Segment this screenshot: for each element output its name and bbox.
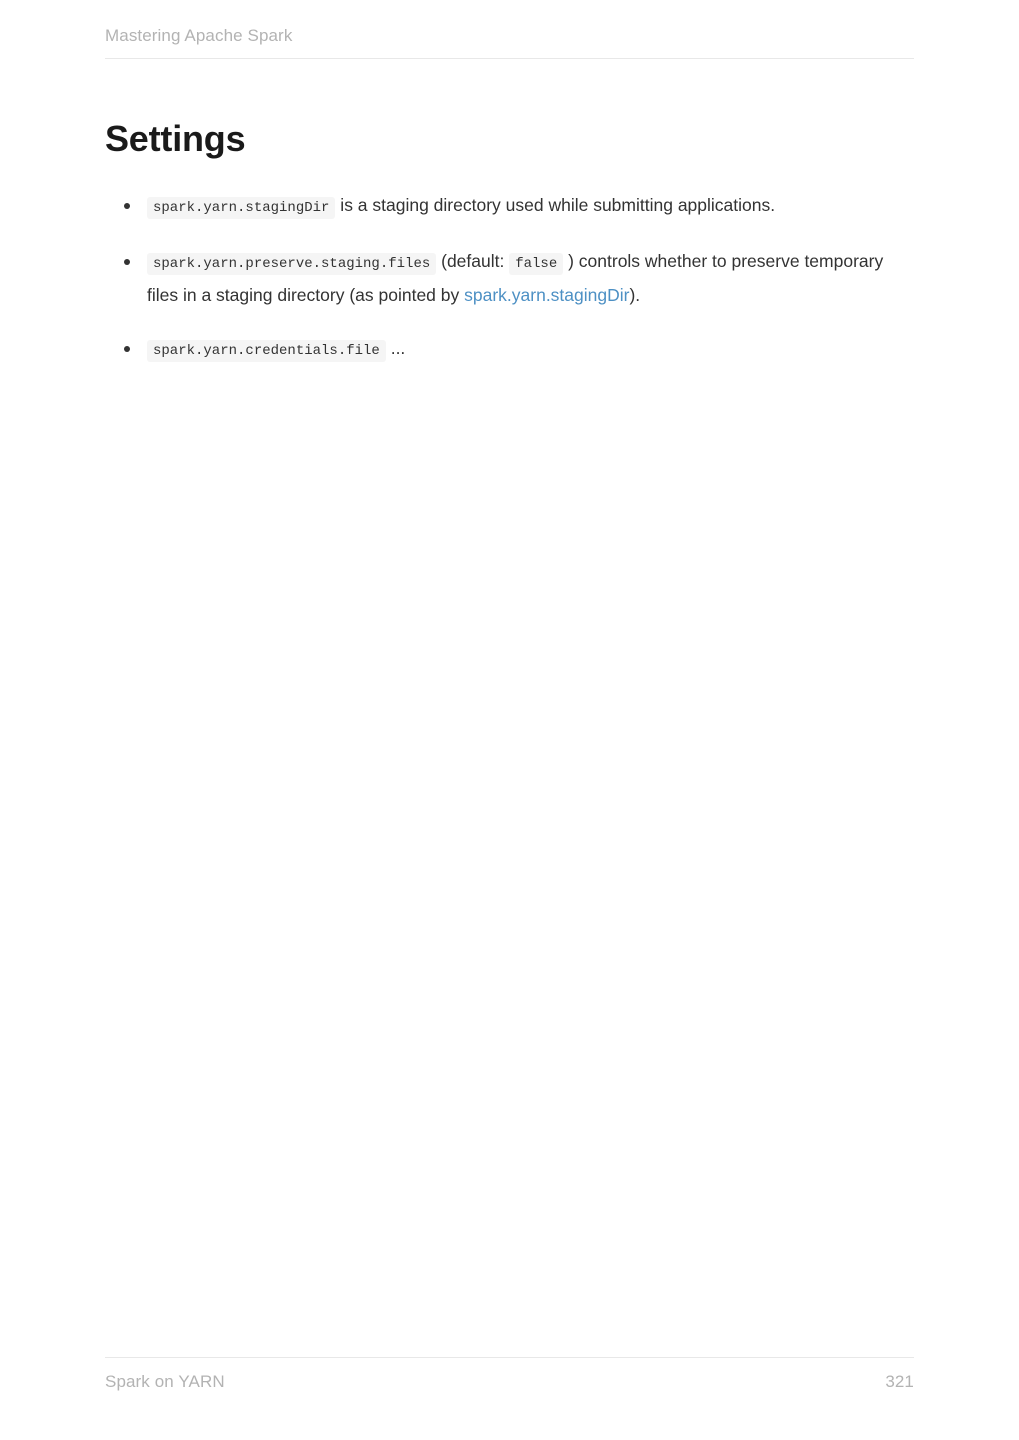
chapter-name: Spark on YARN <box>105 1372 225 1391</box>
setting-description: is a staging directory used while submitting applications. <box>335 195 776 215</box>
page-number: 321 <box>885 1372 914 1391</box>
setting-name-code: spark.yarn.stagingDir <box>147 197 335 219</box>
list-item <box>105 246 914 311</box>
list-item <box>105 333 914 367</box>
setting-default-value-code: false <box>509 253 563 275</box>
setting-default-prefix: (default: <box>436 251 510 271</box>
setting-description: ) controls whether to preserve temporary files in a staging directory (as pointed by <box>147 251 884 305</box>
settings-list <box>105 190 914 367</box>
running-header <box>105 0 914 59</box>
page-content <box>105 118 914 389</box>
setting-name-code: spark.yarn.preserve.staging.files <box>147 253 436 275</box>
setting-name-code: spark.yarn.credentials.file <box>147 340 386 362</box>
page-title: Settings <box>105 118 246 159</box>
setting-description-end: ). <box>629 285 641 305</box>
book-title: Mastering Apache Spark <box>105 26 293 45</box>
running-footer <box>105 1357 914 1406</box>
setting-description: ... <box>385 338 406 358</box>
list-item <box>105 190 914 224</box>
staging-dir-link[interactable]: spark.yarn.stagingDir <box>464 285 630 305</box>
